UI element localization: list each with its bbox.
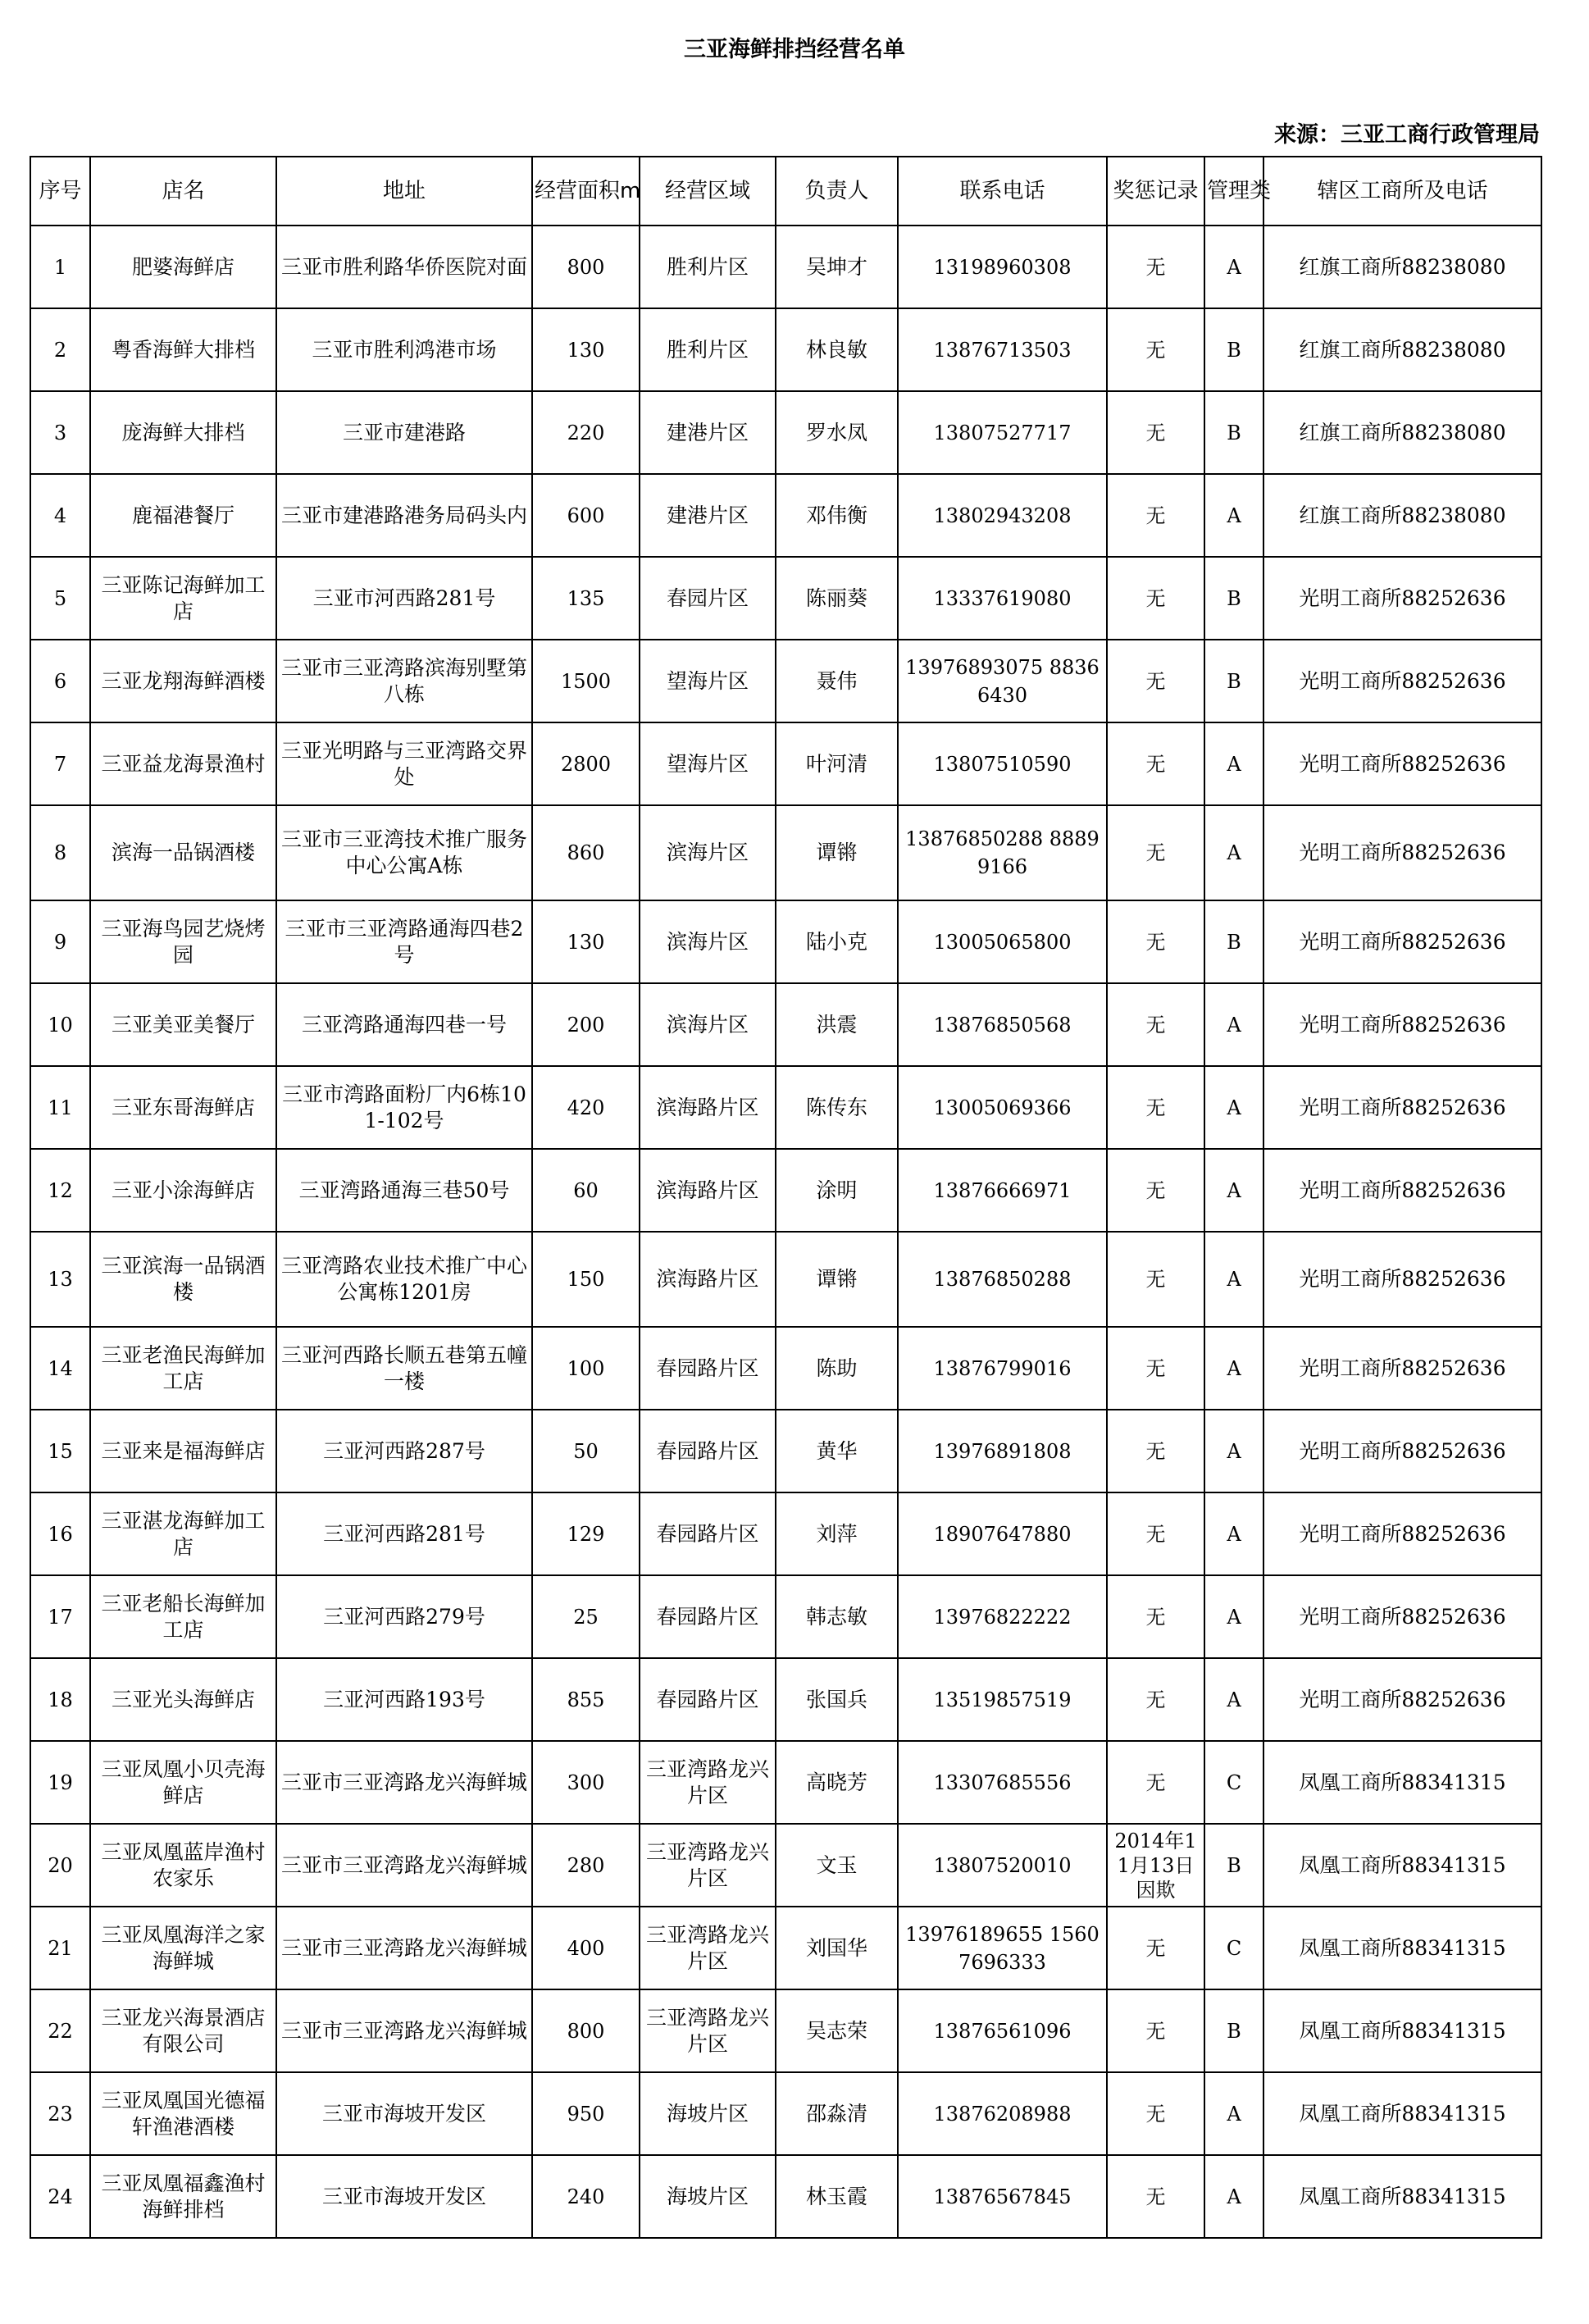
cell-office: 光明工商所88252636: [1263, 900, 1541, 983]
cell-no: 19: [30, 1741, 90, 1824]
cell-name: 三亚凤凰小贝壳海鲜店: [90, 1741, 276, 1824]
cell-zone: 三亚湾路龙兴片区: [640, 1824, 776, 1907]
cell-reward: 无: [1107, 1492, 1204, 1575]
cell-office: 光明工商所88252636: [1263, 1149, 1541, 1232]
cell-address: 三亚市湾路面粉厂内6栋101-102号: [276, 1066, 532, 1149]
cell-name: 三亚海鸟园艺烧烤园: [90, 900, 276, 983]
cell-reward: 无: [1107, 1989, 1204, 2072]
cell-reward: 无: [1107, 557, 1204, 640]
cell-person: 陈助: [776, 1327, 898, 1410]
cell-person: 谭锵: [776, 805, 898, 900]
cell-area: 25: [532, 1575, 640, 1658]
table-row: [30, 1232, 1541, 1327]
cell-office: 凤凰工商所88341315: [1263, 1824, 1541, 1907]
cell-office: 红旗工商所88238080: [1263, 474, 1541, 557]
cell-person: 陆小克: [776, 900, 898, 983]
cell-no: 23: [30, 2072, 90, 2155]
cell-person: 张国兵: [776, 1658, 898, 1741]
cell-no: 16: [30, 1492, 90, 1575]
cell-no: 21: [30, 1907, 90, 1989]
column-header-name: 店名: [90, 157, 276, 226]
cell-reward: 无: [1107, 226, 1204, 308]
table-row: [30, 983, 1541, 1066]
cell-person: 吴志荣: [776, 1989, 898, 2072]
cell-person: 林玉霞: [776, 2155, 898, 2238]
cell-address: 三亚河西路279号: [276, 1575, 532, 1658]
cell-person: 聂伟: [776, 640, 898, 722]
cell-office: 红旗工商所88238080: [1263, 308, 1541, 391]
cell-name: 三亚凤凰福鑫渔村海鲜排档: [90, 2155, 276, 2238]
cell-zone: 春园路片区: [640, 1327, 776, 1410]
cell-person: 谭锵: [776, 1232, 898, 1327]
column-header-zone: 经营区域: [640, 157, 776, 226]
table-row: [30, 805, 1541, 900]
cell-area: 600: [532, 474, 640, 557]
cell-zone: 建港片区: [640, 391, 776, 474]
table-header-row: [30, 157, 1541, 226]
cell-area: 300: [532, 1741, 640, 1824]
cell-no: 5: [30, 557, 90, 640]
cell-area: 420: [532, 1066, 640, 1149]
cell-reward: 无: [1107, 308, 1204, 391]
cell-reward: 无: [1107, 1410, 1204, 1492]
cell-zone: 滨海片区: [640, 900, 776, 983]
cell-name: 三亚陈记海鲜加工店: [90, 557, 276, 640]
cell-area: 129: [532, 1492, 640, 1575]
table-row: [30, 1575, 1541, 1658]
cell-name: 鹿福港餐厅: [90, 474, 276, 557]
cell-area: 240: [532, 2155, 640, 2238]
cell-phone: 13976893075 88366430: [898, 640, 1107, 722]
cell-office: 光明工商所88252636: [1263, 1410, 1541, 1492]
table-row: [30, 1066, 1541, 1149]
cell-zone: 海坡片区: [640, 2072, 776, 2155]
cell-office: 光明工商所88252636: [1263, 1066, 1541, 1149]
cell-area: 100: [532, 1327, 640, 1410]
table-row: [30, 1907, 1541, 1989]
cell-office: 红旗工商所88238080: [1263, 226, 1541, 308]
cell-phone: 13807510590: [898, 722, 1107, 805]
cell-zone: 三亚湾路龙兴片区: [640, 1907, 776, 1989]
cell-no: 13: [30, 1232, 90, 1327]
cell-name: 三亚龙翔海鲜酒楼: [90, 640, 276, 722]
cell-name: 三亚益龙海景渔村: [90, 722, 276, 805]
cell-no: 7: [30, 722, 90, 805]
cell-zone: 三亚湾路龙兴片区: [640, 1989, 776, 2072]
cell-name: 三亚小涂海鲜店: [90, 1149, 276, 1232]
cell-reward: 无: [1107, 474, 1204, 557]
cell-reward: 无: [1107, 805, 1204, 900]
cell-phone: 13876713503: [898, 308, 1107, 391]
cell-no: 6: [30, 640, 90, 722]
cell-phone: 13876561096: [898, 1989, 1107, 2072]
table-row: [30, 557, 1541, 640]
cell-reward: 无: [1107, 1232, 1204, 1327]
cell-phone: 13876666971: [898, 1149, 1107, 1232]
cell-address: 三亚市三亚湾技术推广服务中心公寓A栋: [276, 805, 532, 900]
cell-grade: A: [1204, 2155, 1263, 2238]
cell-phone: 13005065800: [898, 900, 1107, 983]
cell-no: 10: [30, 983, 90, 1066]
cell-reward: 无: [1107, 1066, 1204, 1149]
cell-grade: A: [1204, 474, 1263, 557]
cell-phone: 13876850568: [898, 983, 1107, 1066]
cell-zone: 春园路片区: [640, 1492, 776, 1575]
cell-phone: 13519857519: [898, 1658, 1107, 1741]
cell-reward: 无: [1107, 2072, 1204, 2155]
cell-person: 韩志敏: [776, 1575, 898, 1658]
cell-no: 11: [30, 1066, 90, 1149]
cell-address: 三亚市三亚湾路通海四巷2号: [276, 900, 532, 983]
cell-grade: B: [1204, 308, 1263, 391]
column-header-reward: 奖惩记录: [1107, 157, 1204, 226]
cell-name: 三亚滨海一品锅酒楼: [90, 1232, 276, 1327]
table-row: [30, 2072, 1541, 2155]
cell-no: 18: [30, 1658, 90, 1741]
cell-reward: 无: [1107, 1575, 1204, 1658]
cell-phone: 18907647880: [898, 1492, 1107, 1575]
cell-phone: 13307685556: [898, 1741, 1107, 1824]
cell-person: 吴坤才: [776, 226, 898, 308]
table-row: [30, 1989, 1541, 2072]
cell-address: 三亚市三亚湾路龙兴海鲜城: [276, 1824, 532, 1907]
cell-grade: A: [1204, 226, 1263, 308]
cell-area: 200: [532, 983, 640, 1066]
cell-office: 光明工商所88252636: [1263, 1575, 1541, 1658]
cell-phone: 13876567845: [898, 2155, 1107, 2238]
cell-area: 2800: [532, 722, 640, 805]
cell-no: 3: [30, 391, 90, 474]
cell-person: 刘萍: [776, 1492, 898, 1575]
cell-grade: B: [1204, 1824, 1263, 1907]
cell-zone: 滨海路片区: [640, 1232, 776, 1327]
column-header-no: 序号: [30, 157, 90, 226]
cell-reward: 无: [1107, 900, 1204, 983]
cell-no: 14: [30, 1327, 90, 1410]
cell-grade: B: [1204, 391, 1263, 474]
cell-reward: 无: [1107, 1327, 1204, 1410]
cell-grade: A: [1204, 983, 1263, 1066]
cell-no: 8: [30, 805, 90, 900]
cell-phone: 13976822222: [898, 1575, 1107, 1658]
table-row: [30, 1741, 1541, 1824]
table-row: [30, 1658, 1541, 1741]
cell-zone: 建港片区: [640, 474, 776, 557]
table-row: [30, 1824, 1541, 1907]
cell-area: 800: [532, 226, 640, 308]
cell-reward: 无: [1107, 1658, 1204, 1741]
seafood-stall-table: [30, 156, 1542, 2239]
table-row: [30, 900, 1541, 983]
cell-no: 15: [30, 1410, 90, 1492]
cell-office: 光明工商所88252636: [1263, 983, 1541, 1066]
cell-grade: A: [1204, 722, 1263, 805]
cell-area: 950: [532, 2072, 640, 2155]
cell-zone: 海坡片区: [640, 2155, 776, 2238]
cell-grade: A: [1204, 1149, 1263, 1232]
cell-person: 陈传东: [776, 1066, 898, 1149]
cell-reward: 无: [1107, 722, 1204, 805]
cell-no: 12: [30, 1149, 90, 1232]
table-row: [30, 2155, 1541, 2238]
cell-person: 陈丽葵: [776, 557, 898, 640]
cell-phone: 13976189655 15607696333: [898, 1907, 1107, 1989]
cell-name: 庞海鲜大排档: [90, 391, 276, 474]
cell-grade: A: [1204, 1066, 1263, 1149]
cell-office: 红旗工商所88238080: [1263, 391, 1541, 474]
cell-grade: B: [1204, 640, 1263, 722]
cell-area: 150: [532, 1232, 640, 1327]
cell-address: 三亚市三亚湾路龙兴海鲜城: [276, 1907, 532, 1989]
column-header-phone: 联系电话: [898, 157, 1107, 226]
cell-address: 三亚市三亚湾路滨海别墅第八栋: [276, 640, 532, 722]
cell-no: 1: [30, 226, 90, 308]
cell-person: 刘国华: [776, 1907, 898, 1989]
cell-zone: 春园路片区: [640, 1410, 776, 1492]
table-row: [30, 226, 1541, 308]
cell-zone: 滨海片区: [640, 805, 776, 900]
column-header-grade: 管理类: [1204, 157, 1263, 226]
cell-reward: 无: [1107, 1741, 1204, 1824]
cell-name: 三亚湛龙海鲜加工店: [90, 1492, 276, 1575]
cell-area: 400: [532, 1907, 640, 1989]
cell-area: 860: [532, 805, 640, 900]
cell-address: 三亚河西路281号: [276, 1492, 532, 1575]
cell-zone: 胜利片区: [640, 308, 776, 391]
cell-grade: A: [1204, 805, 1263, 900]
cell-grade: A: [1204, 1575, 1263, 1658]
cell-office: 凤凰工商所88341315: [1263, 1989, 1541, 2072]
table-row: [30, 391, 1541, 474]
cell-reward: 无: [1107, 640, 1204, 722]
column-header-office: 辖区工商所及电话: [1263, 157, 1541, 226]
cell-grade: B: [1204, 557, 1263, 640]
cell-zone: 望海片区: [640, 722, 776, 805]
cell-office: 凤凰工商所88341315: [1263, 2155, 1541, 2238]
cell-zone: 胜利片区: [640, 226, 776, 308]
cell-grade: A: [1204, 1232, 1263, 1327]
cell-address: 三亚市三亚湾路龙兴海鲜城: [276, 1741, 532, 1824]
cell-phone: 13876850288: [898, 1232, 1107, 1327]
cell-reward: 无: [1107, 983, 1204, 1066]
cell-name: 三亚美亚美餐厅: [90, 983, 276, 1066]
cell-office: 光明工商所88252636: [1263, 557, 1541, 640]
cell-address: 三亚湾路农业技术推广中心公寓栋1201房: [276, 1232, 532, 1327]
cell-phone: 13337619080: [898, 557, 1107, 640]
cell-office: 光明工商所88252636: [1263, 1327, 1541, 1410]
cell-name: 肥婆海鲜店: [90, 226, 276, 308]
cell-grade: B: [1204, 900, 1263, 983]
column-header-address: 地址: [276, 157, 532, 226]
cell-office: 光明工商所88252636: [1263, 1232, 1541, 1327]
cell-zone: 春园路片区: [640, 1575, 776, 1658]
cell-reward: 2014年11月13日因欺: [1107, 1824, 1204, 1907]
column-header-person: 负责人: [776, 157, 898, 226]
cell-address: 三亚市河西路281号: [276, 557, 532, 640]
cell-phone: 13198960308: [898, 226, 1107, 308]
cell-reward: 无: [1107, 1149, 1204, 1232]
cell-grade: C: [1204, 1741, 1263, 1824]
cell-area: 60: [532, 1149, 640, 1232]
cell-person: 邓伟衡: [776, 474, 898, 557]
cell-address: 三亚市海坡开发区: [276, 2155, 532, 2238]
cell-area: 130: [532, 308, 640, 391]
cell-no: 4: [30, 474, 90, 557]
cell-no: 17: [30, 1575, 90, 1658]
cell-zone: 望海片区: [640, 640, 776, 722]
cell-grade: A: [1204, 2072, 1263, 2155]
cell-no: 20: [30, 1824, 90, 1907]
cell-office: 光明工商所88252636: [1263, 1492, 1541, 1575]
cell-name: 三亚凤凰国光德福轩渔港酒楼: [90, 2072, 276, 2155]
cell-grade: B: [1204, 1989, 1263, 2072]
cell-name: 三亚龙兴海景酒店有限公司: [90, 1989, 276, 2072]
cell-address: 三亚市建港路: [276, 391, 532, 474]
cell-reward: 无: [1107, 2155, 1204, 2238]
cell-name: 三亚来是福海鲜店: [90, 1410, 276, 1492]
cell-zone: 春园路片区: [640, 1658, 776, 1741]
cell-no: 22: [30, 1989, 90, 2072]
cell-office: 凤凰工商所88341315: [1263, 2072, 1541, 2155]
cell-area: 855: [532, 1658, 640, 1741]
cell-person: 涂明: [776, 1149, 898, 1232]
cell-office: 光明工商所88252636: [1263, 640, 1541, 722]
cell-area: 280: [532, 1824, 640, 1907]
cell-area: 135: [532, 557, 640, 640]
source-label: 来源：三亚工商行政管理局: [1274, 122, 1540, 148]
cell-office: 光明工商所88252636: [1263, 1658, 1541, 1741]
cell-grade: C: [1204, 1907, 1263, 1989]
cell-zone: 春园片区: [640, 557, 776, 640]
cell-phone: 13876208988: [898, 2072, 1107, 2155]
cell-person: 文玉: [776, 1824, 898, 1907]
cell-name: 三亚东哥海鲜店: [90, 1066, 276, 1149]
cell-address: 三亚河西路287号: [276, 1410, 532, 1492]
cell-person: 洪震: [776, 983, 898, 1066]
cell-phone: 13005069366: [898, 1066, 1107, 1149]
cell-name: 三亚光头海鲜店: [90, 1658, 276, 1741]
cell-office: 凤凰工商所88341315: [1263, 1907, 1541, 1989]
cell-address: 三亚市三亚湾路龙兴海鲜城: [276, 1989, 532, 2072]
cell-address: 三亚湾路通海三巷50号: [276, 1149, 532, 1232]
cell-grade: A: [1204, 1658, 1263, 1741]
cell-address: 三亚湾路通海四巷一号: [276, 983, 532, 1066]
cell-no: 2: [30, 308, 90, 391]
cell-name: 三亚凤凰海洋之家海鲜城: [90, 1907, 276, 1989]
table-row: [30, 1327, 1541, 1410]
table-row: [30, 722, 1541, 805]
page-title: 三亚海鲜排挡经营名单: [684, 37, 905, 62]
cell-area: 220: [532, 391, 640, 474]
cell-zone: 滨海路片区: [640, 1149, 776, 1232]
cell-phone: 13876850288 88899166: [898, 805, 1107, 900]
cell-zone: 滨海片区: [640, 983, 776, 1066]
cell-phone: 13976891808: [898, 1410, 1107, 1492]
cell-area: 1500: [532, 640, 640, 722]
cell-person: 罗水凤: [776, 391, 898, 474]
cell-address: 三亚河西路长顺五巷第五幢一楼: [276, 1327, 532, 1410]
cell-office: 光明工商所88252636: [1263, 805, 1541, 900]
cell-reward: 无: [1107, 391, 1204, 474]
cell-grade: A: [1204, 1492, 1263, 1575]
cell-name: 粤香海鲜大排档: [90, 308, 276, 391]
table-row: [30, 640, 1541, 722]
cell-person: 邵淼清: [776, 2072, 898, 2155]
table-row: [30, 1149, 1541, 1232]
cell-area: 800: [532, 1989, 640, 2072]
cell-person: 黄华: [776, 1410, 898, 1492]
cell-reward: 无: [1107, 1907, 1204, 1989]
cell-address: 三亚市建港路港务局码头内: [276, 474, 532, 557]
cell-phone: 13807520010: [898, 1824, 1107, 1907]
cell-grade: A: [1204, 1410, 1263, 1492]
cell-area: 130: [532, 900, 640, 983]
cell-address: 三亚市海坡开发区: [276, 2072, 532, 2155]
cell-zone: 滨海路片区: [640, 1066, 776, 1149]
table-row: [30, 1410, 1541, 1492]
table-row: [30, 308, 1541, 391]
table-row: [30, 1492, 1541, 1575]
cell-office: 凤凰工商所88341315: [1263, 1741, 1541, 1824]
cell-person: 林良敏: [776, 308, 898, 391]
table-row: [30, 474, 1541, 557]
cell-name: 滨海一品锅酒楼: [90, 805, 276, 900]
cell-name: 三亚老船长海鲜加工店: [90, 1575, 276, 1658]
cell-address: 三亚市胜利鸿港市场: [276, 308, 532, 391]
cell-area: 50: [532, 1410, 640, 1492]
column-header-area: 经营面积m: [532, 157, 640, 226]
cell-no: 24: [30, 2155, 90, 2238]
cell-person: 叶河清: [776, 722, 898, 805]
cell-name: 三亚凤凰蓝岸渔村农家乐: [90, 1824, 276, 1907]
cell-no: 9: [30, 900, 90, 983]
cell-phone: 13876799016: [898, 1327, 1107, 1410]
cell-grade: A: [1204, 1327, 1263, 1410]
cell-phone: 13807527717: [898, 391, 1107, 474]
cell-phone: 13802943208: [898, 474, 1107, 557]
cell-person: 高晓芳: [776, 1741, 898, 1824]
cell-name: 三亚老渔民海鲜加工店: [90, 1327, 276, 1410]
cell-address: 三亚光明路与三亚湾路交界处: [276, 722, 532, 805]
cell-address: 三亚河西路193号: [276, 1658, 532, 1741]
cell-address: 三亚市胜利路华侨医院对面: [276, 226, 532, 308]
cell-zone: 三亚湾路龙兴片区: [640, 1741, 776, 1824]
cell-office: 光明工商所88252636: [1263, 722, 1541, 805]
